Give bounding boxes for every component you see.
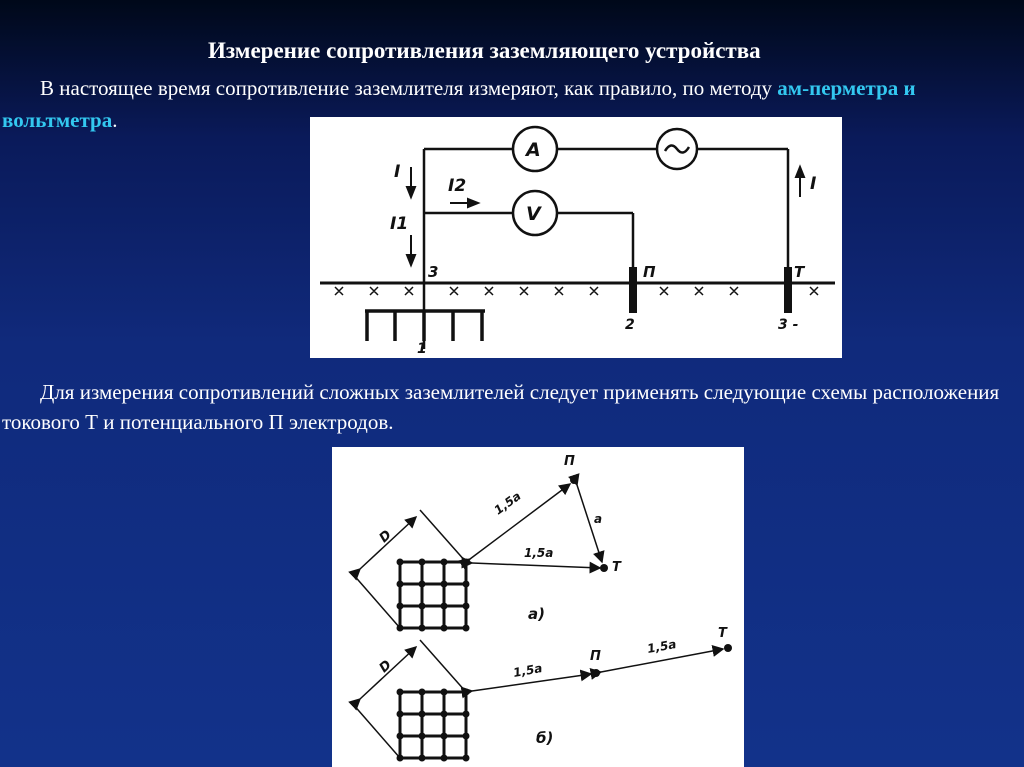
intro-text: В настоящее время сопротивление заземлителя измеряют, как правило, по методу xyxy=(40,76,778,100)
dim-d-label-b: D xyxy=(376,657,395,676)
dim-d-label-a: D xyxy=(376,527,395,546)
electrode-p-label: П xyxy=(643,263,656,281)
p-label-b: П xyxy=(590,649,601,664)
num-2-label: 2 xyxy=(625,317,635,333)
dist-pb-label: 1,5a xyxy=(512,661,544,680)
node-3-label: 3 xyxy=(428,263,439,281)
circuit-diagram xyxy=(310,117,842,358)
num-1-label: 1 xyxy=(417,341,427,357)
ammeter-label: A xyxy=(526,139,541,161)
t-label-a: Т xyxy=(612,560,621,575)
dist-pa-label: 1,5a xyxy=(491,488,524,518)
dist-tb-label: 1,5a xyxy=(646,637,678,656)
caption-b: б) xyxy=(536,729,554,747)
t-label-b: Т xyxy=(718,626,727,641)
method-highlight: ам-перметра и вольтметра xyxy=(2,76,916,132)
current-I-right-label: I xyxy=(810,174,817,194)
current-I-label: I xyxy=(394,162,401,182)
electrode-t-label: Т xyxy=(794,263,805,281)
caption-a: а) xyxy=(528,605,545,623)
voltmeter-label: V xyxy=(526,203,541,225)
schemes-text: Для измерения сопротивлений сложных заземлителей следует применять следующие схемы расположения токового Т и потенциального П электродов. xyxy=(2,380,1000,434)
electrode-layout-diagram xyxy=(332,447,744,767)
dist-a-label: a xyxy=(594,512,603,526)
p-label-a: П xyxy=(564,454,575,469)
intro-period: . xyxy=(112,108,118,132)
current-I1-label: I1 xyxy=(390,214,409,234)
current-I2-label: I2 xyxy=(448,176,467,196)
dist-ta-label: 1,5a xyxy=(524,546,554,560)
num-3-label: 3 - xyxy=(778,317,799,333)
slide-title: Измерение сопротивления заземляющего устройства xyxy=(208,38,761,63)
schemes-paragraph xyxy=(2,377,1002,437)
